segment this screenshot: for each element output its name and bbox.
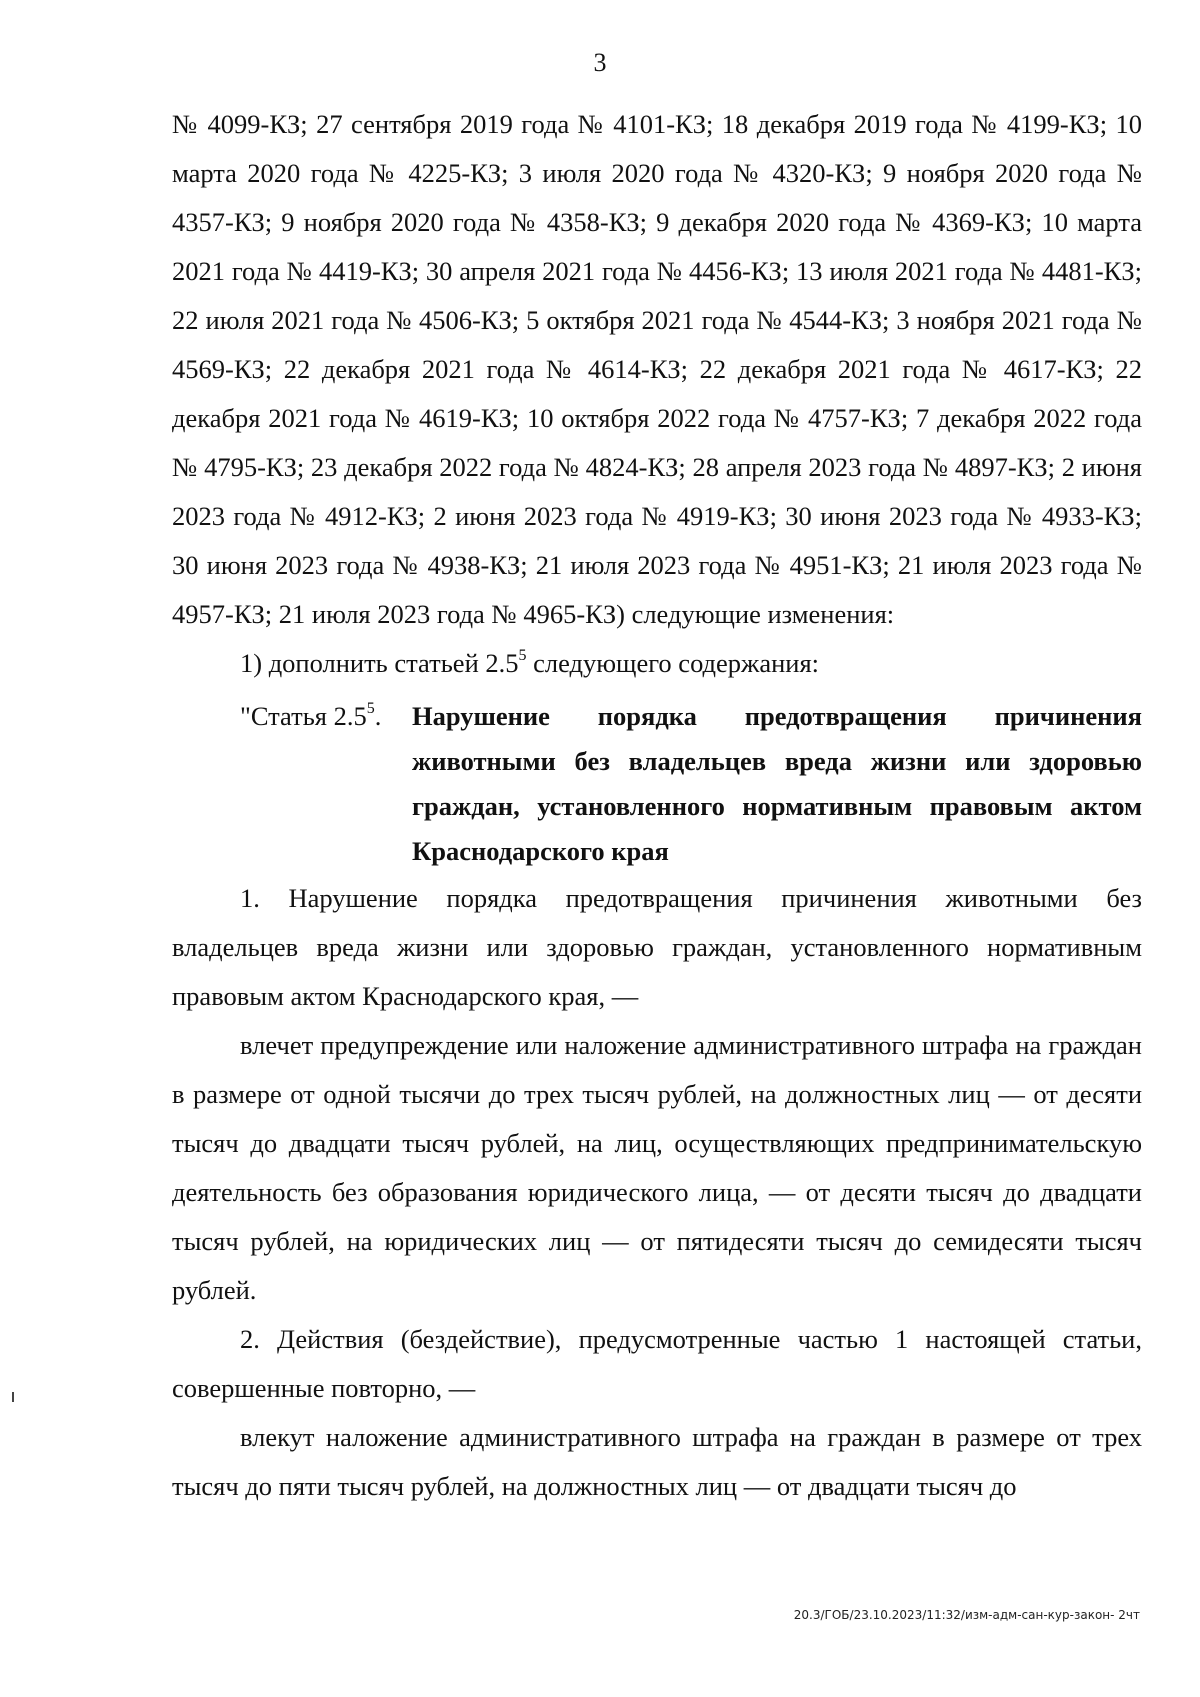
article-title: Нарушение порядка предотвращения причинения животными без владельцев вреда жизни или здоровью граждан, установленного нормативным правовым актом Краснодарского края (412, 701, 1142, 866)
item-1-paragraph (172, 639, 1142, 688)
document-body (172, 100, 1142, 1511)
article-label (172, 694, 412, 874)
sanction-2-paragraph: влекут наложение административного штрафа на граждан в размере от трех тысяч до пяти тысяч рублей, на должностных лиц — от двадцати тысяч до (172, 1422, 1142, 1501)
article-label-superscript: 5 (366, 700, 375, 718)
article-label-text: "Статья 2.5 (240, 701, 367, 731)
footer-document-code: 20.3/ГОБ/23.10.2023/11:32/изм-адм-сан-кур-закон- 2чт (793, 1608, 1140, 1622)
article-heading (172, 694, 1142, 874)
article-label-dot: . (374, 701, 382, 731)
item-1-text-after: следующего содержания: (526, 648, 820, 678)
item-1-superscript: 5 (518, 647, 527, 665)
scan-artifact-mark (12, 1392, 14, 1402)
page-number: 3 (593, 48, 607, 77)
part-1-paragraph: 1. Нарушение порядка предотвращения причинения животными без владельцев вреда жизни или здоровью граждан, установленного нормативным правовым актом Краснодарского края, — (172, 883, 1142, 1011)
amendment-references-paragraph: № 4099-КЗ; 27 сентября 2019 года № 4101-КЗ; 18 декабря 2019 года № 4199-КЗ; 10 марта 2020 года № 4225-КЗ; 3 июля 2020 года № 4320-КЗ; 9 ноября 2020 года № 4357-КЗ; 9 ноября 2020 года № 4358-КЗ; 9 декабря 2020 года № 4369-КЗ; 10 марта 2021 года № 4419-КЗ; 30 апреля 2021 года № 4456-КЗ; 13 июля 2021 года № 4481-КЗ; 22 июля 2021 года № 4506-КЗ; 5 октября 2021 года № 4544-КЗ; 3 ноября 2021 года № 4569-КЗ; 22 декабря 2021 года № 4614-КЗ; 22 декабря 2021 года № 4617-КЗ; 22 декабря 2021 года № 4619-КЗ; 10 октября 2022 года № 4757-КЗ; 7 декабря 2022 года № 4795-КЗ; 23 декабря 2022 года № 4824-КЗ; 28 апреля 2023 года № 4897-КЗ; 2 июня 2023 года № 4912-КЗ; 2 июня 2023 года № 4919-КЗ; 30 июня 2023 года № 4933-КЗ; 30 июня 2023 года № 4938-КЗ; 21 июля 2023 года № 4951-КЗ; 21 июля 2023 года № 4957-КЗ; 21 июля 2023 года № 4965-КЗ) следующие изменения: (172, 109, 1142, 629)
item-1-text: 1) дополнить статьей 2.5 (240, 648, 519, 678)
sanction-1-paragraph: влечет предупреждение или наложение административного штрафа на граждан в размере от одной тысячи до трех тысяч рублей, на должностных лиц — от десяти тысяч до двадцати тысяч рублей, на лиц, осуществляющих предпринимательскую деятельность без образования юридического лица, — от десяти тысяч до двадцати тысяч рублей, на юридических лиц — от пятидесяти тысяч до семидесяти тысяч рублей. (172, 1030, 1142, 1305)
part-2-paragraph: 2. Действия (бездействие), предусмотренные частью 1 настоящей статьи, совершенные повторно, — (172, 1324, 1142, 1403)
